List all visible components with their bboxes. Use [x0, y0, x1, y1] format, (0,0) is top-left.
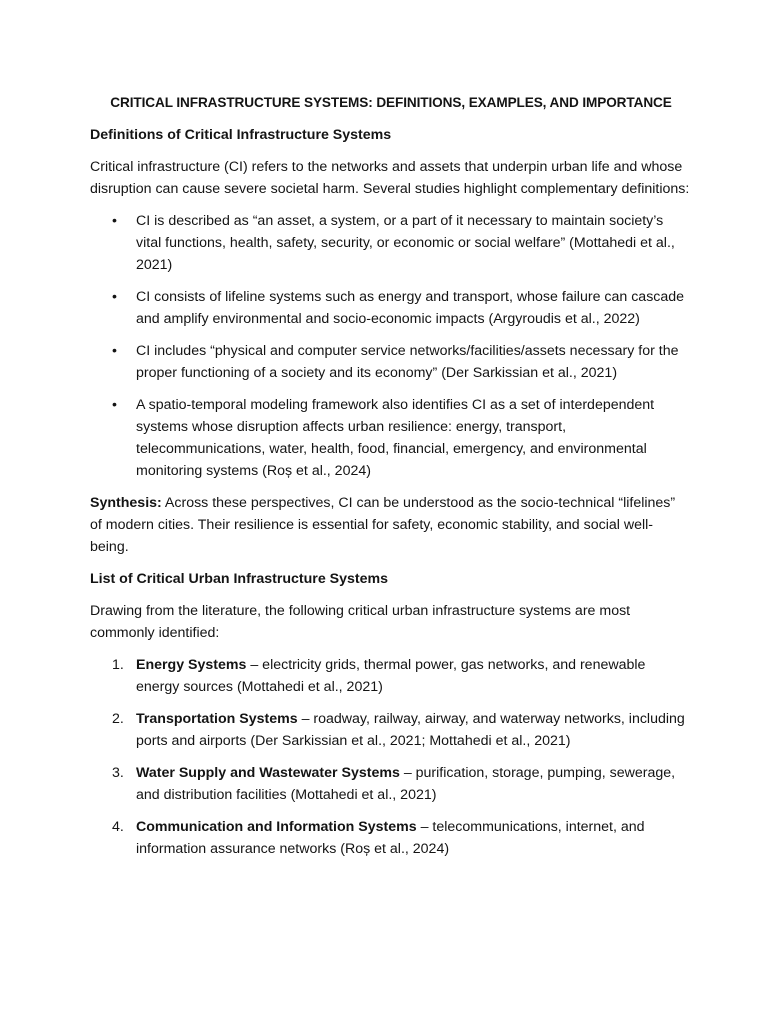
list-item [90, 762, 690, 806]
list-item [90, 394, 690, 482]
system-description: – purification, storage, pumping, sewerage, and distribution facilities (Mottahedi et al., 2021) [136, 765, 676, 803]
bullet-icon: • [112, 213, 117, 229]
synthesis-paragraph [90, 492, 690, 558]
list-item [90, 708, 690, 752]
definitions-intro: Critical infrastructure (CI) refers to the networks and assets that underpin urban life and whose disruption can cause severe societal harm. Several studies highlight complementary definitions: [90, 159, 690, 197]
synthesis-text: Across these perspectives, CI can be understood as the socio-technical “lifelines” of modern cities. Their resilience is essential for safety, economic stability, and social well-being. [90, 495, 676, 555]
system-name: Communication and Information Systems [136, 819, 417, 835]
document-title: CRITICAL INFRASTRUCTURE SYSTEMS: DEFINITIONS, EXAMPLES, AND IMPORTANCE [110, 95, 672, 110]
section-heading-list: List of Critical Urban Infrastructure Systems [90, 571, 389, 587]
synthesis-label: Synthesis: [90, 495, 162, 511]
list-item [90, 340, 690, 384]
item-number: 1. [112, 657, 124, 673]
system-name: Water Supply and Wastewater Systems [136, 765, 400, 781]
bullet-icon: • [112, 397, 117, 413]
system-description: – roadway, railway, airway, and waterway networks, including ports and airports (Der Sarkissian et al., 2021; Mottahedi et al., 2021) [136, 711, 685, 749]
item-number: 2. [112, 711, 124, 727]
bullet-icon: • [112, 343, 117, 359]
list-item [90, 816, 690, 860]
document-body [90, 92, 690, 870]
item-number: 4. [112, 819, 124, 835]
section-heading-definitions: Definitions of Critical Infrastructure Systems [90, 127, 392, 143]
list-item [90, 286, 690, 330]
list-item-text: A spatio-temporal modeling framework also identifies CI as a set of interdependent systems whose disruption affects urban resilience: energy, transport, telecommunications, water, health, food, financial, emergency, and environmental monitoring systems (Roș et al., 2024) [136, 397, 655, 479]
list-item [90, 654, 690, 698]
system-name: Energy Systems [136, 657, 247, 673]
bullet-icon: • [112, 289, 117, 305]
item-number: 3. [112, 765, 124, 781]
system-description: – electricity grids, thermal power, gas networks, and renewable energy sources (Mottahedi et al., 2021) [136, 657, 646, 695]
list-item [90, 210, 690, 276]
list-item-text: CI consists of lifeline systems such as energy and transport, whose failure can cascade and amplify environmental and socio-economic impacts (Argyroudis et al., 2022) [136, 289, 685, 327]
definitions-list [90, 210, 690, 482]
system-name: Transportation Systems [136, 711, 298, 727]
infrastructure-systems-list [90, 654, 690, 860]
system-description: – telecommunications, internet, and information assurance networks (Roș et al., 2024) [136, 819, 645, 857]
list-item-text: CI is described as “an asset, a system, or a part of it necessary to maintain society’s vital functions, health, safety, security, or economic or social welfare” (Mottahedi et al., 2021) [136, 213, 675, 273]
list-item-text: CI includes “physical and computer service networks/facilities/assets necessary for the proper functioning of a society and its economy” (Der Sarkissian et al., 2021) [136, 343, 679, 381]
list-intro: Drawing from the literature, the following critical urban infrastructure systems are most commonly identified: [90, 603, 631, 641]
